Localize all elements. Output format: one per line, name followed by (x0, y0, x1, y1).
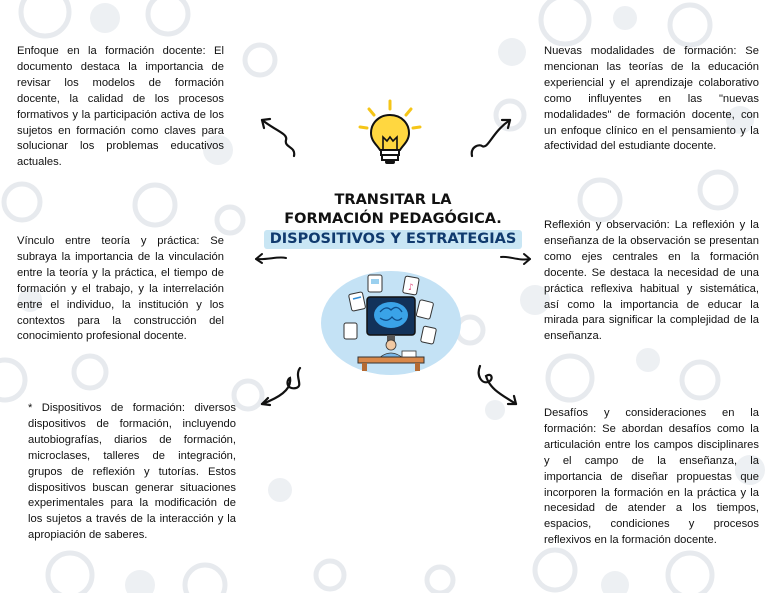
lightbulb-icon (355, 97, 425, 171)
arrow-to-reflexion-icon (498, 250, 534, 266)
arrow-to-enfoque-icon (256, 112, 300, 160)
arrow-to-dispositivos-icon (256, 364, 306, 410)
text-dispositivos-formacion: * Dispositivos de formación: diversos dispositivos de formación, incluyendo autobiografías, diarios de formación, microclases, talleres de integración, grupos de reflexión y tutorías. Estos dispositivos buscan generar situaciones experimentales para la modificación de los sujetos a través de la interacción y la apropiación de saberes. (28, 402, 236, 542)
text-nuevas-modalidades: Nuevas modalidades de formación: Se mencionan las teorías de la educación experiencial y el aprendizaje colaborativo como influyentes en las "nuevas modalidades" de formación docente, con un enfoque clínico en el pensamiento y la afectividad del estudiante docente. (544, 45, 759, 153)
text-reflexion-observacion: Reflexión y observación: La reflexión y la enseñanza de la observación se presentan como ejes centrales en la formación docente. Se destaca la necesidad de una práctica reflexiva habitual y sistemática, así como la importancia de educar la mirada para significar la complejidad de la enseñanza. (544, 219, 759, 343)
title-line-3-highlight: DISPOSITIVOS Y ESTRATEGIAS (264, 230, 523, 249)
brain-computer-illustration-icon (320, 265, 462, 375)
arrow-to-desafios-icon (474, 362, 522, 410)
title-line-1: TRANSITAR LA (334, 192, 452, 208)
central-title (254, 191, 532, 249)
arrow-to-vinculo-icon (252, 250, 290, 266)
title-line-2: FORMACIÓN PEDAGÓGICA. (284, 211, 502, 227)
svg-text:♪: ♪ (408, 283, 414, 293)
text-enfoque-formacion-docente: Enfoque en la formación docente: El documento destaca la importancia de revisar los modelos de formación docente, la calidad de los procesos formativos y la participación activa de los sujetos en formación como claves para solucionar los problemas educativos actuales. (17, 45, 224, 169)
arrow-to-nuevas-icon (466, 112, 516, 160)
text-vinculo-teoria-practica: Vínculo entre teoría y práctica: Se subraya la importancia de la vinculación entre la teoría y la práctica, el tiempo de formación y el trabajo, y la interrelación entre el individuo, la institución y los contextos para la construcción del conocimiento profesional docente. (17, 235, 224, 343)
text-desafios-consideraciones: Desafíos y consideraciones en la formación: Se abordan desafíos como la articulación entre los campos disciplinares y el campo de la enseñanza, la importancia de diseñar propuestas que incorporen la formación en la práctica y la necesidad de atender a los tiempos, espacios, condiciones y procesos reflexivos en la formación docente. (544, 407, 759, 547)
